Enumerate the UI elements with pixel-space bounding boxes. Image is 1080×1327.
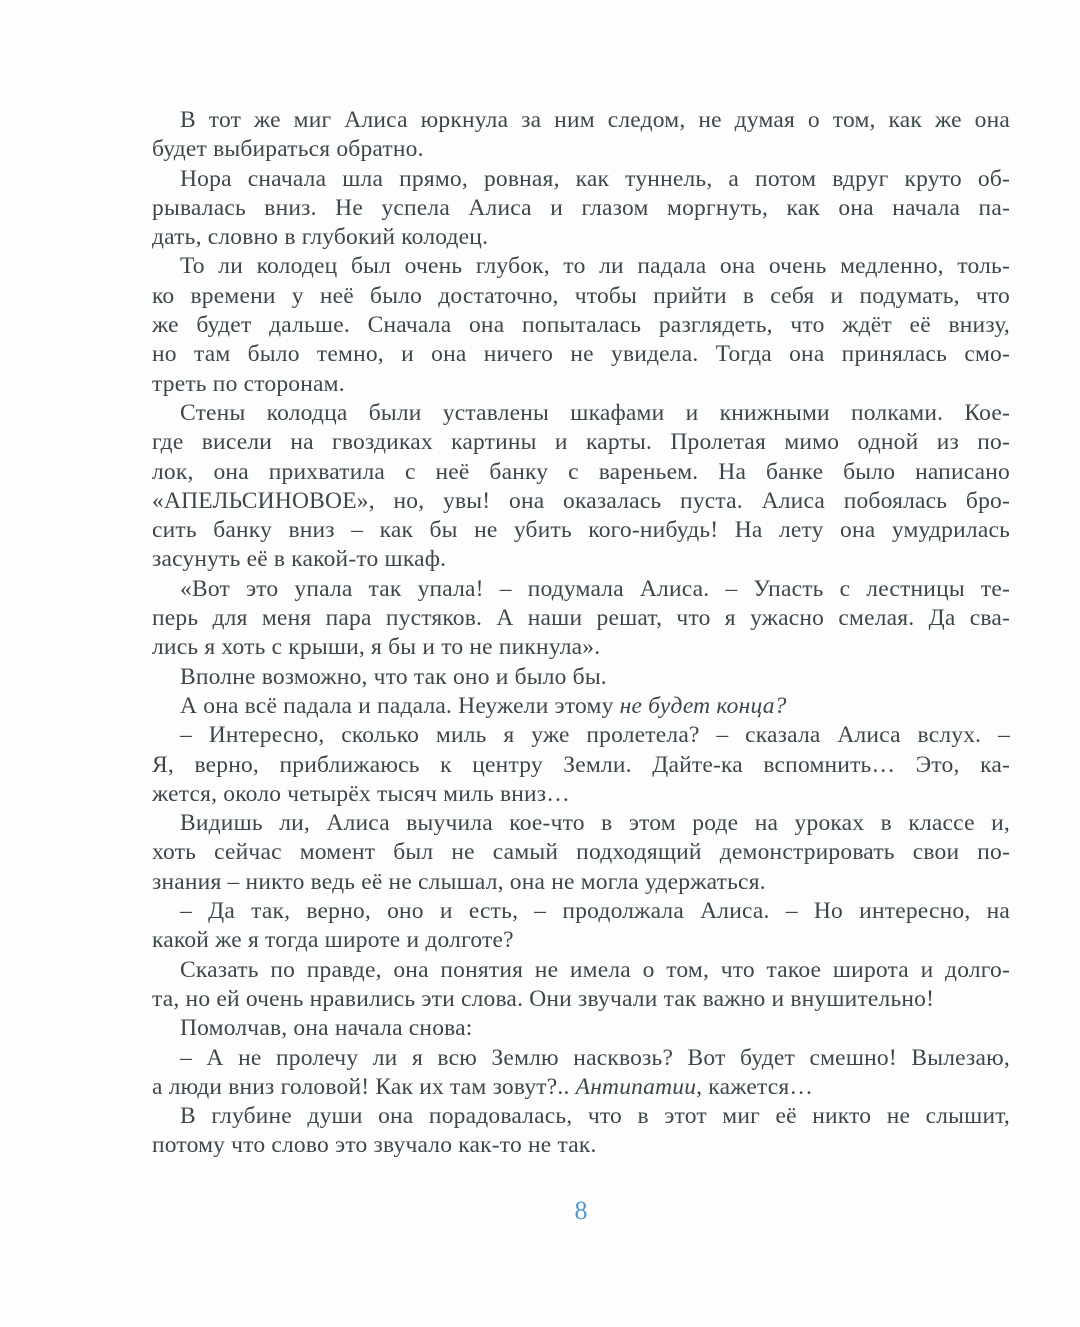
text-line: [152, 223, 1010, 252]
text-line: [152, 868, 1010, 897]
italic-text: не будет конца?: [619, 692, 787, 719]
text-line: [152, 458, 1010, 487]
text-segment: Сказать по правде, она понятия не имела о том, что такое широта и долго-: [180, 956, 1010, 983]
text-line: [152, 809, 1010, 838]
text-segment: какой же я тогда широте и долготе?: [152, 927, 514, 954]
text-line: [152, 516, 1010, 545]
text-line: [152, 721, 1010, 750]
text-segment: В тот же миг Алиса юркнула за ним следом, не думая о том, как же она: [180, 107, 1010, 133]
text-segment: засунуть её в какой-то шкаф.: [152, 546, 447, 573]
text-segment: перь для меня пара пустяков. А наши решат, что я ужасно смелая. Да сва-: [152, 605, 1010, 632]
text-line: [152, 1131, 1010, 1160]
text-segment: Нора сначала шла прямо, ровная, как туннель, а потом вдруг круто об-: [180, 165, 1010, 192]
text-segment: , кажется…: [696, 1073, 814, 1100]
text-segment: – Интересно, сколько миль я уже пролетела? – сказала Алиса вслух. –: [180, 722, 1010, 749]
italic-text: Антипатии: [575, 1073, 697, 1100]
text-line: [152, 1014, 1010, 1043]
text-line: [152, 340, 1010, 369]
text-line: [152, 838, 1010, 867]
text-segment: а люди вниз головой! Как их там зовут?..: [152, 1073, 576, 1100]
text-segment: дать, словно в глубокий колодец.: [152, 224, 489, 251]
text-segment: Помолчав, она начала снова:: [180, 1015, 473, 1042]
text-line: [152, 751, 1010, 780]
text-line: [152, 311, 1010, 340]
text-line: [152, 692, 1010, 721]
text-line: [152, 1044, 1010, 1073]
text-line: [152, 545, 1010, 574]
text-segment: хоть сейчас момент был не самый подходящий демонстрировать свои по-: [152, 839, 1010, 866]
text-segment: Вполне возможно, что так оно и было бы.: [180, 663, 607, 690]
text-line: [152, 633, 1010, 662]
text-segment: треть по сторонам.: [152, 370, 345, 397]
text-segment: «АПЕЛЬСИНОВОЕ», но, увы! она оказалась пуста. Алиса побоялась бро-: [152, 487, 1010, 514]
text-line: [152, 1073, 1010, 1102]
text-line: [152, 487, 1010, 516]
text-segment: лок, она прихватила с неё банку с вареньем. На банке было написано: [152, 458, 1010, 485]
text-segment: – Да так, верно, оно и есть, – продолжала Алиса. – Но интересно, на: [180, 898, 1010, 925]
page-number: 8: [574, 1196, 588, 1225]
text-line: [152, 135, 1010, 164]
text-segment: А она всё падала и падала. Неужели этому: [180, 692, 620, 719]
page-text: [152, 106, 1010, 1161]
text-line: [152, 985, 1010, 1014]
text-segment: та, но ей очень нравились эти слова. Они звучали так важно и внушительно!: [152, 985, 935, 1012]
text-segment: «Вот это упала так упала! – подумала Алиса. – Упасть с лестницы те-: [180, 575, 1010, 602]
text-line: [152, 1102, 1010, 1131]
text-segment: Стены колодца были уставлены шкафами и книжными полками. Кое-: [180, 399, 1010, 426]
text-segment: жется, около четырёх тысяч миль вниз…: [152, 780, 570, 807]
text-line: [152, 780, 1010, 809]
text-line: [152, 428, 1010, 457]
text-line: [152, 575, 1010, 604]
text-segment: – А не пролечу ли я всю Землю насквозь? Вот будет смешно! Вылезаю,: [180, 1044, 1010, 1071]
text-line: [152, 399, 1010, 428]
text-segment: Видишь ли, Алиса выучила кое-что в этом роде на уроках в классе и,: [180, 810, 1010, 837]
text-segment: лись я хоть с крыши, я бы и то не пикнула».: [152, 634, 601, 661]
text-segment: То ли колодец был очень глубок, то ли падала она очень медленно, толь-: [180, 253, 1010, 280]
text-segment: рывалась вниз. Не успела Алиса и глазом моргнуть, как она начала па-: [152, 194, 1010, 221]
text-line: [152, 926, 1010, 955]
text-segment: знания – никто ведь её не слышал, она не могла удержаться.: [152, 868, 766, 895]
text-segment: же будет дальше. Сначала она попыталась разглядеть, что ждёт её внизу,: [152, 312, 1010, 339]
text-segment: где висели на гвоздиках картины и карты. Пролетая мимо одной из по-: [152, 429, 1010, 456]
text-line: [152, 252, 1010, 281]
text-line: [152, 604, 1010, 633]
text-line: [152, 897, 1010, 926]
text-segment: потому что слово это звучало как-то не так.: [152, 1132, 597, 1159]
text-line: [152, 106, 1010, 135]
text-line: [152, 370, 1010, 399]
text-line: [152, 956, 1010, 985]
text-segment: Я, верно, приближаюсь к центру Земли. Дайте-ка вспомнить… Это, ка-: [152, 751, 1010, 778]
text-line: [152, 165, 1010, 194]
text-line: [152, 194, 1010, 223]
text-segment: будет выбираться обратно.: [152, 136, 424, 163]
text-line: [152, 282, 1010, 311]
text-segment: В глубине души она порадовалась, что в этот миг её никто не слышит,: [180, 1103, 1010, 1130]
text-segment: ко времени у неё было достаточно, чтобы прийти в себя и подумать, что: [152, 282, 1010, 309]
text-segment: но там было темно, и она ничего не увидела. Тогда она принялась смо-: [152, 341, 1010, 368]
text-segment: сить банку вниз – как бы не убить кого-нибудь! На лету она умудрилась: [152, 517, 1010, 544]
text-line: [152, 663, 1010, 692]
